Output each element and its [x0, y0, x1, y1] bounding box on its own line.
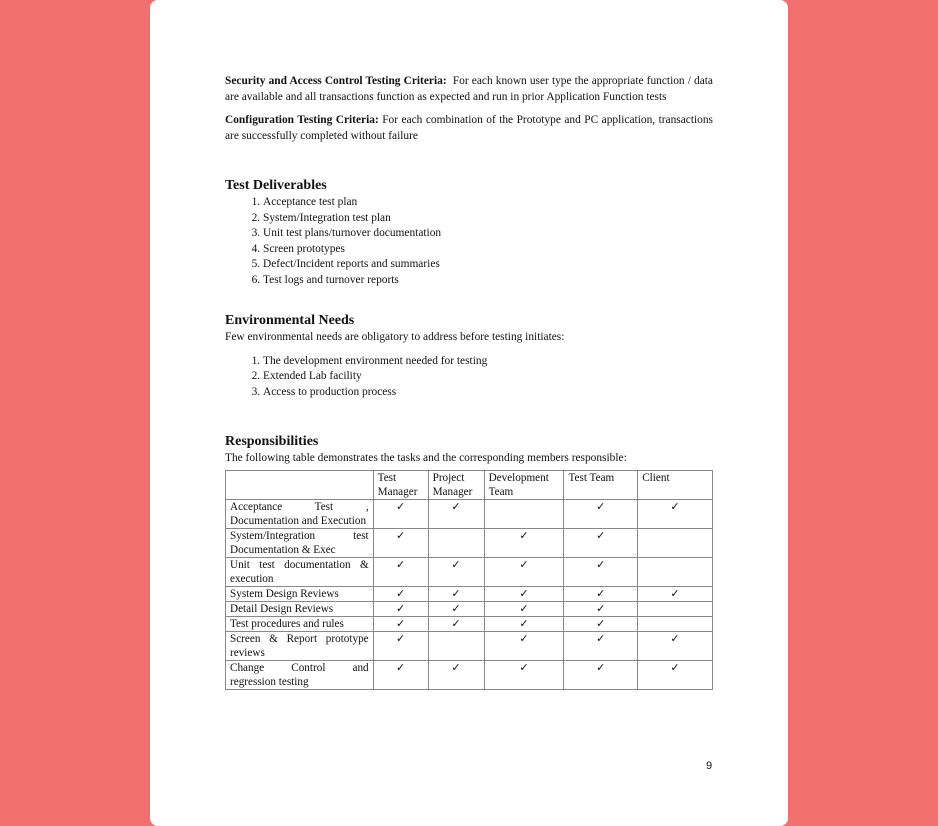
list-item: 1. The development environment needed for testing: [263, 354, 713, 370]
check-icon: ✓: [484, 557, 564, 586]
check-icon: ✓: [638, 660, 713, 689]
empty-cell: [638, 528, 713, 557]
task-cell: Unit test documentation & execution: [226, 557, 374, 586]
list-item: 5. Defect/Incident reports and summaries: [263, 257, 713, 273]
deliverables-list: [225, 195, 713, 288]
task-cell: System Design Reviews: [226, 586, 374, 601]
check-icon: ✓: [428, 616, 484, 631]
table-row: [226, 660, 713, 689]
check-icon: ✓: [638, 586, 713, 601]
list-item: 2. Extended Lab facility: [263, 369, 713, 385]
list-item: 2. System/Integration test plan: [263, 211, 713, 227]
check-icon: ✓: [428, 660, 484, 689]
check-icon: ✓: [373, 499, 428, 528]
check-icon: ✓: [638, 499, 713, 528]
check-icon: ✓: [638, 631, 713, 660]
empty-cell: [638, 557, 713, 586]
check-icon: ✓: [428, 601, 484, 616]
list-item: 3. Unit test plans/turnover documentation: [263, 226, 713, 242]
table-header-row: [226, 470, 713, 499]
check-icon: ✓: [484, 660, 564, 689]
check-icon: ✓: [373, 586, 428, 601]
check-icon: ✓: [564, 616, 638, 631]
check-icon: ✓: [373, 616, 428, 631]
check-icon: ✓: [564, 660, 638, 689]
check-icon: ✓: [373, 660, 428, 689]
deliverables-title: Test Deliverables: [225, 178, 327, 193]
check-icon: ✓: [564, 528, 638, 557]
table-header-cell: Client: [638, 470, 713, 499]
check-icon: ✓: [484, 631, 564, 660]
empty-cell: [428, 631, 484, 660]
table-row: [226, 557, 713, 586]
check-icon: ✓: [564, 586, 638, 601]
empty-cell: [484, 499, 564, 528]
responsibilities-table: [225, 470, 713, 690]
check-icon: ✓: [484, 586, 564, 601]
page-number: 9: [706, 760, 713, 772]
table-row: [226, 499, 713, 528]
task-cell: Screen & Report prototype reviews: [226, 631, 374, 660]
check-icon: ✓: [373, 601, 428, 616]
environment-list: [225, 354, 713, 401]
table-row: [226, 601, 713, 616]
empty-cell: [638, 616, 713, 631]
table-row: [226, 631, 713, 660]
table-row: [226, 528, 713, 557]
list-item: 4. Screen prototypes: [263, 242, 713, 258]
table-header-cell: Development Team: [484, 470, 564, 499]
check-icon: ✓: [373, 528, 428, 557]
check-icon: ✓: [564, 601, 638, 616]
task-cell: Test procedures and rules: [226, 616, 374, 631]
check-icon: ✓: [484, 616, 564, 631]
security-criteria-text: For each known user type the appropriate function / data are available and all transactions function as expected and run in prior Application Function tests: [225, 75, 713, 103]
page-content: [225, 74, 713, 690]
security-criteria-heading: Security and Access Control Testing Criteria:: [225, 75, 447, 87]
table-header-cell: Test Manager: [373, 470, 428, 499]
empty-cell: [428, 528, 484, 557]
table-header-task: [226, 470, 374, 499]
configuration-criteria-paragraph: [225, 113, 713, 144]
table-header-cell: Test Team: [564, 470, 638, 499]
table-body: [226, 499, 713, 689]
table-header-cell: Project Manager: [428, 470, 484, 499]
check-icon: ✓: [373, 557, 428, 586]
check-icon: ✓: [484, 601, 564, 616]
configuration-criteria-text: For each combination of the Prototype and PC application, transactions are successfully completed without failure: [225, 114, 713, 142]
check-icon: ✓: [373, 631, 428, 660]
task-cell: Detail Design Reviews: [226, 601, 374, 616]
environment-title: Environmental Needs: [225, 313, 355, 328]
table-row: [226, 616, 713, 631]
list-item: 6. Test logs and turnover reports: [263, 273, 713, 289]
task-cell: System/Integration test Documentation & Exec: [226, 528, 374, 557]
list-item: 3. Access to production process: [263, 385, 713, 401]
environment-intro: Few environmental needs are obligatory to address before testing initiates:: [225, 331, 565, 343]
task-cell: Acceptance Test , Documentation and Execution: [226, 499, 374, 528]
task-cell: Change Control and regression testing: [226, 660, 374, 689]
configuration-criteria-heading: Configuration Testing Criteria:: [225, 114, 379, 126]
check-icon: ✓: [564, 631, 638, 660]
security-criteria-paragraph: [225, 74, 713, 105]
check-icon: ✓: [564, 557, 638, 586]
check-icon: ✓: [428, 586, 484, 601]
check-icon: ✓: [428, 557, 484, 586]
list-item: 1. Acceptance test plan: [263, 195, 713, 211]
document-page: [150, 0, 788, 826]
responsibilities-intro: The following table demonstrates the tasks and the corresponding members responsible:: [225, 452, 627, 464]
check-icon: ✓: [428, 499, 484, 528]
check-icon: ✓: [564, 499, 638, 528]
check-icon: ✓: [484, 528, 564, 557]
empty-cell: [638, 601, 713, 616]
responsibilities-title: Responsibilities: [225, 434, 319, 449]
table-row: [226, 586, 713, 601]
